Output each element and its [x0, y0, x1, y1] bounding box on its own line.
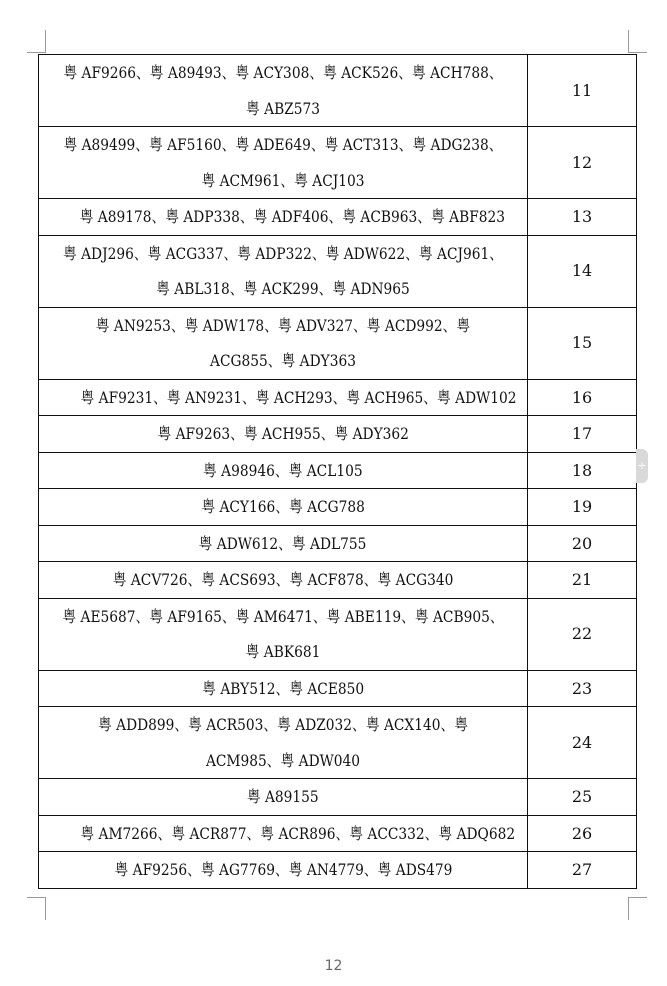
plates-cell — [39, 598, 528, 670]
group-number-cell: 23 — [528, 670, 637, 707]
plates-cell — [39, 235, 528, 307]
crop-mark-bottom-right — [628, 897, 647, 920]
plates-cell — [39, 852, 528, 889]
plates-text: 粤 AF9231、粤 AN9231、粤 ACH293、粤 ACH965、粤 ADW102 — [80, 387, 517, 407]
plates-cell — [39, 452, 528, 489]
plates-cell — [39, 525, 528, 562]
plates-cell — [39, 379, 528, 416]
group-number-cell: 22 — [528, 598, 637, 670]
plates-text: 粤 AF9266、粤 A89493、粤 ACY308、粤 ACK526、粤 ACH788、粤 ABZ573 — [63, 63, 503, 118]
table-row — [39, 815, 637, 852]
plates-text: 粤 AM7266、粤 ACR877、粤 ACR896、粤 ACC332、粤 ADQ682 — [80, 823, 516, 843]
plates-cell — [39, 562, 528, 599]
plates-cell — [39, 779, 528, 816]
plates-text: 粤 ABY512、粤 ACE850 — [202, 678, 364, 698]
group-number-cell: 12 — [528, 127, 637, 199]
plates-text: 粤 AF9256、粤 AG7769、粤 AN4779、粤 ADS479 — [114, 860, 452, 879]
crop-mark-top-left — [27, 30, 46, 53]
plates-cell — [39, 307, 528, 379]
group-number-cell: 18 — [528, 452, 637, 489]
plates-text: 粤 AN9253、粤 ADW178、粤 ADV327、粤 ACD992、粤 ACG855、粤 ADY363 — [95, 315, 471, 370]
plates-text: 粤 ADJ296、粤 ACG337、粤 ADP322、粤 ADW622、粤 ACJ961、粤 ABL318、粤 ACK299、粤 ADN965 — [62, 243, 504, 298]
plates-cell — [39, 199, 528, 236]
table-row — [39, 307, 637, 379]
table-row — [39, 452, 637, 489]
plates-cell — [39, 707, 528, 779]
table-row — [39, 670, 637, 707]
table-row — [39, 235, 637, 307]
plates-text: 粤 A89178、粤 ADP338、粤 ADF406、粤 ACB963、粤 ABF823 — [79, 207, 506, 226]
table-row — [39, 416, 637, 453]
crop-mark-top-right — [628, 30, 647, 53]
table-row — [39, 199, 637, 236]
plus-icon: + — [637, 459, 647, 472]
plates-text: 粤 AF9263、粤 ACH955、粤 ADY362 — [157, 424, 409, 443]
plates-cell — [39, 416, 528, 453]
plates-text: 粤 ACY166、粤 ACG788 — [201, 497, 365, 516]
group-number-cell: 26 — [528, 815, 637, 852]
table-row — [39, 379, 637, 416]
plates-text: 粤 ADD899、粤 ACR503、粤 ADZ032、粤 ACX140、粤 ACM985、粤 ADW040 — [97, 715, 469, 770]
group-number-cell: 17 — [528, 416, 637, 453]
group-number-cell: 25 — [528, 779, 637, 816]
plates-text: 粤 AE5687、粤 AF9165、粤 AM6471、粤 ABE119、粤 ACB905、粤 ABK681 — [62, 606, 504, 661]
plates-text: 粤 A89155 — [247, 787, 319, 806]
table-row — [39, 779, 637, 816]
plates-cell — [39, 127, 528, 199]
plates-cell — [39, 55, 528, 127]
table-row — [39, 562, 637, 599]
plates-text: 粤 ADW612、粤 ADL755 — [199, 533, 367, 553]
group-number-cell: 16 — [528, 379, 637, 416]
plates-text: 粤 A89499、粤 AF5160、粤 ADE649、粤 ACT313、粤 ADG238、粤 ACM961、粤 ACJ103 — [63, 135, 503, 190]
group-number-cell: 11 — [528, 55, 637, 127]
table-row — [39, 127, 637, 199]
page-number: 12 — [324, 958, 343, 974]
plates-text: 粤 A98946、粤 ACL105 — [203, 460, 363, 480]
group-number-cell: 24 — [528, 707, 637, 779]
table-row — [39, 707, 637, 779]
table-row — [39, 525, 637, 562]
group-number-cell: 14 — [528, 235, 637, 307]
side-expand-tab[interactable] — [636, 449, 648, 483]
group-number-cell: 20 — [528, 525, 637, 562]
table-row — [39, 598, 637, 670]
plates-cell — [39, 815, 528, 852]
plates-cell — [39, 489, 528, 526]
group-number-cell: 27 — [528, 852, 637, 889]
plates-text: 粤 ACV726、粤 ACS693、粤 ACF878、粤 ACG340 — [112, 570, 454, 589]
plate-group-table — [38, 54, 637, 889]
group-number-cell: 13 — [528, 199, 637, 236]
group-number-cell: 15 — [528, 307, 637, 379]
table-row — [39, 55, 637, 127]
plates-cell — [39, 670, 528, 707]
table-row — [39, 852, 637, 889]
crop-mark-bottom-left — [27, 897, 46, 920]
group-number-cell: 19 — [528, 489, 637, 526]
table-row — [39, 489, 637, 526]
group-number-cell: 21 — [528, 562, 637, 599]
